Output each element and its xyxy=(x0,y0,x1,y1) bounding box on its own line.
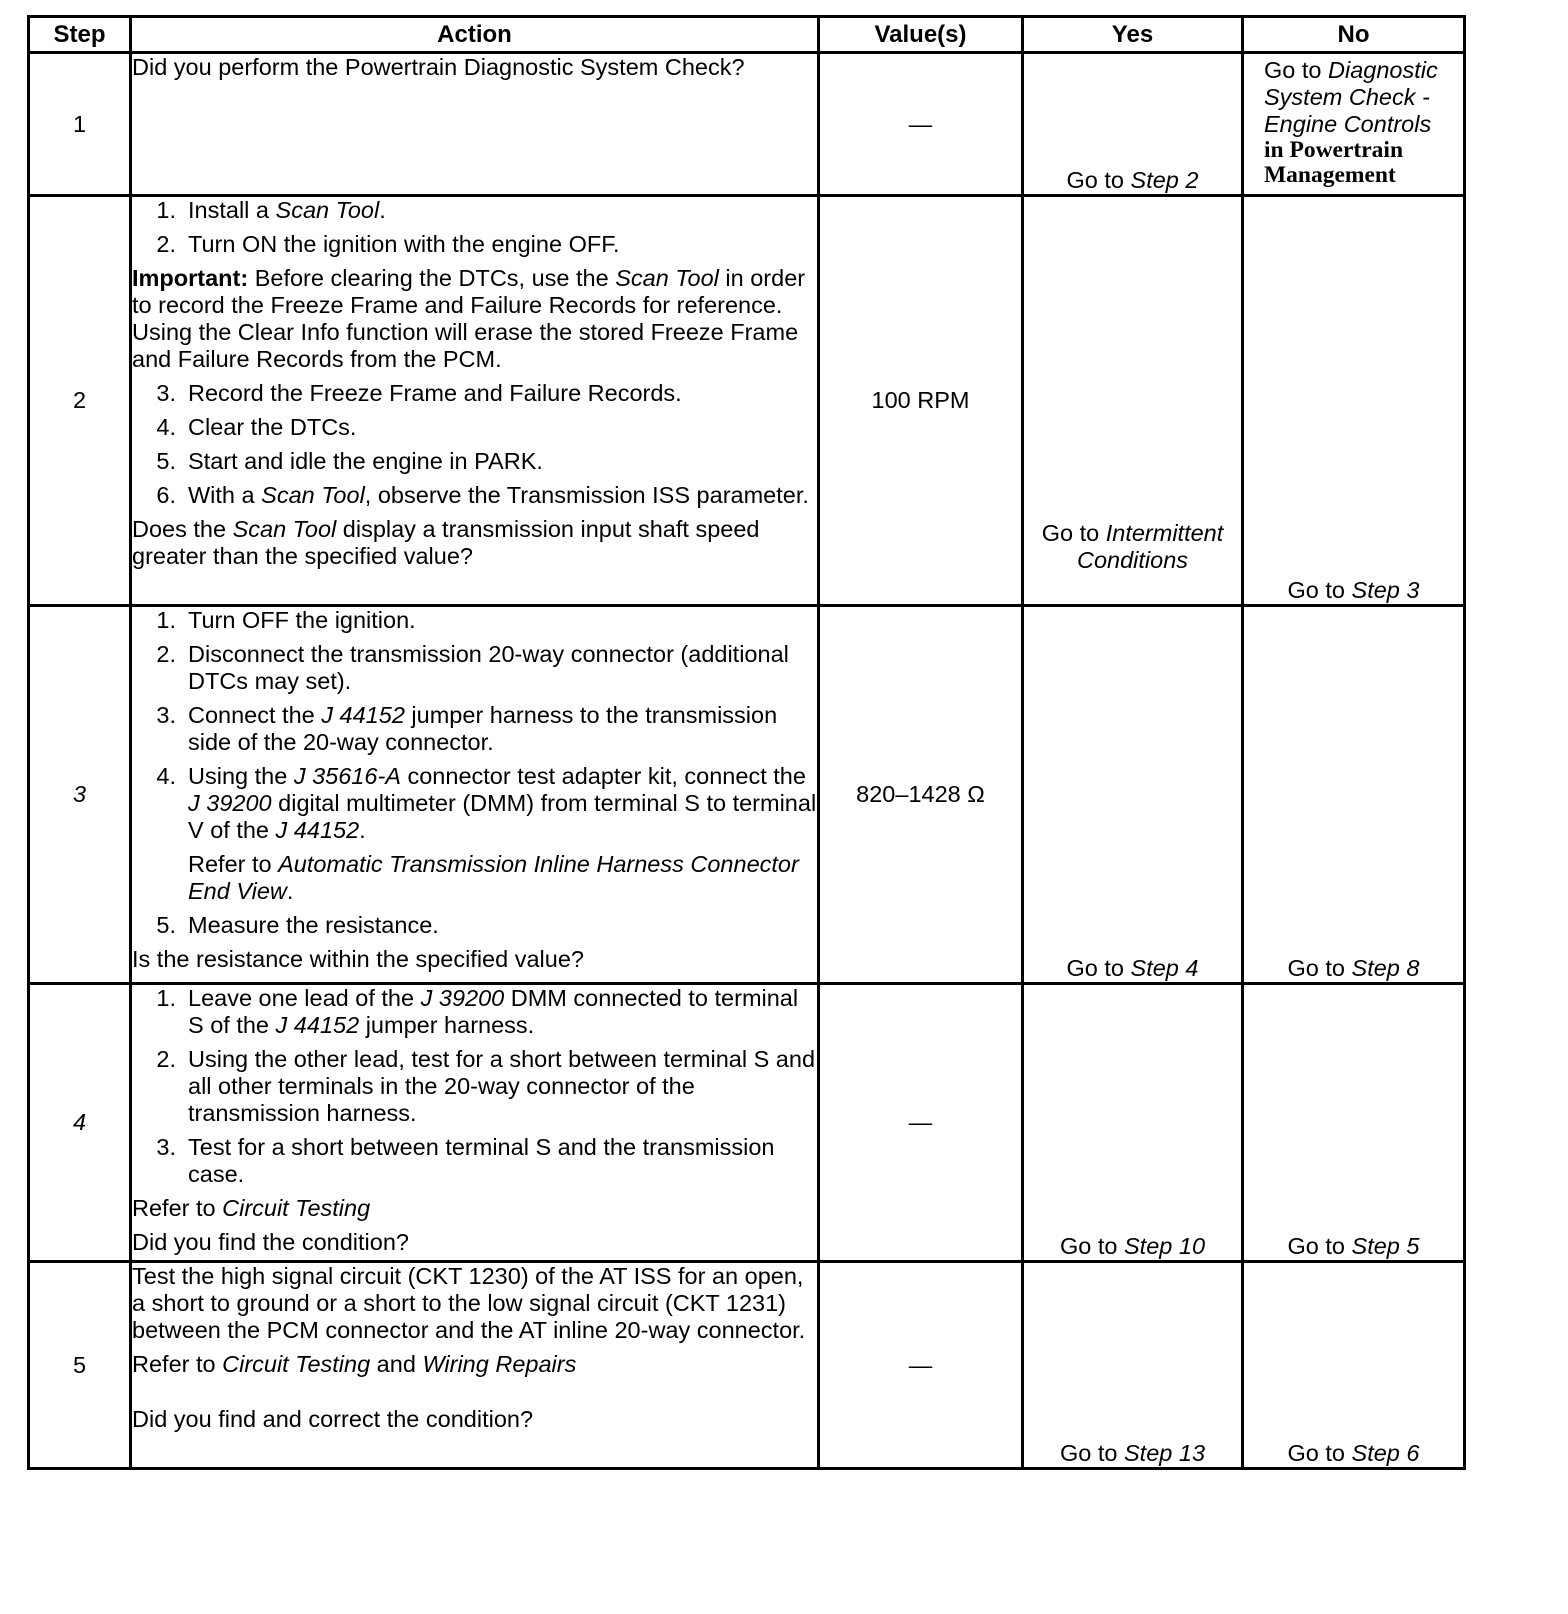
tool-name: Scan Tool xyxy=(261,482,365,508)
tool-name: Scan Tool xyxy=(615,265,719,291)
circuit-testing-link[interactable]: Circuit Testing xyxy=(222,1195,371,1221)
step-number: 1 xyxy=(29,53,131,196)
goto-text: Go to xyxy=(1066,955,1131,981)
reference-note xyxy=(132,1351,817,1378)
list-item xyxy=(132,985,817,1039)
list-item xyxy=(132,912,817,939)
table-row xyxy=(29,606,1465,984)
action-question: Is the resistance within the specified value? xyxy=(132,946,584,972)
item-number: 6. xyxy=(156,482,176,508)
item-text: Refer to xyxy=(188,851,279,877)
item-text: DMM connected to terminal S of the xyxy=(188,985,799,1038)
list-item xyxy=(132,607,817,634)
step-link[interactable]: Step 5 xyxy=(1351,1233,1420,1259)
step-number: 2 xyxy=(29,196,131,606)
header-values: Value(s) xyxy=(819,17,1023,53)
item-text: Clear the DTCs. xyxy=(188,414,357,440)
action-cell xyxy=(131,984,819,1262)
item-text: jumper harness to the transmission side of the 20-way connector. xyxy=(188,702,778,755)
action-question: Did you perform the Powertrain Diagnostic System Check? xyxy=(132,54,745,80)
step-link[interactable]: Step 6 xyxy=(1351,1440,1420,1466)
goto-text: Go to xyxy=(1287,955,1352,981)
action-cell xyxy=(131,1262,819,1469)
goto-text: Go to xyxy=(1059,1233,1124,1259)
circuit-testing-link[interactable]: Circuit Testing xyxy=(222,1351,371,1377)
item-text: Install a xyxy=(188,197,276,223)
table-row xyxy=(29,984,1465,1262)
value-cell: — xyxy=(819,984,1023,1262)
item-number: 4. xyxy=(156,763,176,789)
goto-text: Go to xyxy=(1066,167,1131,193)
value-cell: 820–1428 Ω xyxy=(819,606,1023,984)
action-steps xyxy=(132,197,817,258)
item-number: 3. xyxy=(156,1134,176,1160)
step-link[interactable]: Step 13 xyxy=(1124,1440,1206,1466)
item-text: Connect the xyxy=(188,702,322,728)
item-text: Disconnect the transmission 20-way connector (additional DTCs may set). xyxy=(188,641,789,694)
table-row xyxy=(29,196,1465,606)
tool-name: J 44152 xyxy=(275,817,360,843)
step-link[interactable]: Step 10 xyxy=(1124,1233,1206,1259)
no-cell xyxy=(1243,196,1465,606)
list-item xyxy=(132,482,817,509)
item-text: Turn ON the ignition with the engine OFF. xyxy=(188,231,620,257)
action-text: Test the high signal circuit (CKT 1230) of the AT ISS for an open, a short to ground or a short to the low signal circuit (CKT 1231) between the PCM connector and the AT inline 20-way connector. xyxy=(132,1263,806,1343)
goto-text: Go to xyxy=(1264,57,1329,83)
note-text: in order to record the Freeze Frame and Failure Records for reference. Using the Clear Info function will erase the stored Freeze Frame and Failure Records from the PCM. xyxy=(132,265,806,372)
tool-name: J 44152 xyxy=(321,702,405,728)
header-yes: Yes xyxy=(1023,17,1243,53)
item-text: Using the xyxy=(188,763,294,789)
list-item xyxy=(132,197,817,224)
item-text: Measure the resistance. xyxy=(188,912,439,938)
step-number: 4 xyxy=(29,984,131,1262)
connector-end-view-link[interactable]: Automatic Transmission Inline Harness Connector End View xyxy=(188,851,799,904)
action-cell xyxy=(131,53,819,196)
item-text: , observe the Transmission ISS parameter. xyxy=(364,482,809,508)
step-link[interactable]: Step 4 xyxy=(1130,955,1199,981)
value-cell: — xyxy=(819,53,1023,196)
item-number: 3. xyxy=(156,380,176,406)
item-text: Leave one lead of the xyxy=(188,985,421,1011)
item-text: Record the Freeze Frame and Failure Records. xyxy=(188,380,682,406)
reference-note xyxy=(188,851,817,905)
yes-cell xyxy=(1023,196,1243,606)
item-text: With a xyxy=(188,482,262,508)
item-text: jumper harness. xyxy=(359,1012,535,1038)
action-cell xyxy=(131,606,819,984)
yes-cell xyxy=(1023,53,1243,196)
item-number: 2. xyxy=(156,1046,176,1072)
header-action: Action xyxy=(131,17,819,53)
value-cell: — xyxy=(819,1262,1023,1469)
yes-cell xyxy=(1023,984,1243,1262)
item-number: 3. xyxy=(156,702,176,728)
item-text: Turn OFF the ignition. xyxy=(188,607,416,633)
no-cell xyxy=(1243,1262,1465,1469)
tool-name: J 44152 xyxy=(275,1012,360,1038)
header-no: No xyxy=(1243,17,1465,53)
item-text: and xyxy=(370,1351,423,1377)
goto-text: Go to xyxy=(1287,1440,1352,1466)
item-number: 1. xyxy=(156,197,176,223)
item-text: digital multimeter (DMM) from terminal S to terminal V of the xyxy=(188,790,817,843)
tool-name: Scan Tool xyxy=(275,197,380,223)
item-text: . xyxy=(379,197,386,223)
action-question xyxy=(132,516,817,570)
intermittent-conditions-link[interactable]: Intermittent Conditions xyxy=(1076,520,1224,573)
action-question: Did you find the condition? xyxy=(132,1229,409,1255)
action-question: Did you find and correct the condition? xyxy=(132,1406,534,1432)
item-text: . xyxy=(286,878,294,904)
no-cell xyxy=(1243,606,1465,984)
item-number: 5. xyxy=(156,448,176,474)
header-step: Step xyxy=(29,17,131,53)
list-item xyxy=(132,702,817,756)
goto-text: Go to xyxy=(1041,520,1106,546)
tool-name: J 35616-A xyxy=(293,763,401,789)
tool-name: J 39200 xyxy=(188,790,272,816)
diagnostic-table xyxy=(27,15,1466,1470)
item-number: 4. xyxy=(156,414,176,440)
header-row xyxy=(29,17,1465,53)
question-text: Does the xyxy=(132,516,233,542)
tool-name: Scan Tool xyxy=(232,516,337,542)
step-link[interactable]: Step 3 xyxy=(1351,577,1420,603)
diagnostic-system-check-link[interactable]: Diagnostic System Check - Engine Controls xyxy=(1264,57,1438,137)
value-cell: 100 RPM xyxy=(819,196,1023,606)
list-item xyxy=(132,763,817,905)
item-number: 1. xyxy=(156,607,176,633)
no-cell xyxy=(1243,53,1465,196)
step-number: 3 xyxy=(29,606,131,984)
list-item xyxy=(132,380,817,407)
item-number: 2. xyxy=(156,641,176,667)
item-text: Refer to xyxy=(132,1351,223,1377)
item-number: 1. xyxy=(156,985,176,1011)
item-text: Using the other lead, test for a short between terminal S and all other terminals in the 20-way connector of the transmission harness. xyxy=(188,1046,816,1126)
item-text: . xyxy=(359,817,366,843)
list-item xyxy=(132,231,817,258)
list-item xyxy=(132,1134,817,1188)
no-cell xyxy=(1243,984,1465,1262)
manual-section-text: in Powertrain Management xyxy=(1264,137,1404,188)
wiring-repairs-link[interactable]: Wiring Repairs xyxy=(422,1351,577,1377)
goto-text: Go to xyxy=(1059,1440,1124,1466)
action-cell xyxy=(131,196,819,606)
list-item xyxy=(132,414,817,441)
table-row xyxy=(29,1262,1465,1469)
item-text: connector test adapter kit, connect the xyxy=(400,763,806,789)
list-item xyxy=(132,448,817,475)
action-steps xyxy=(132,607,817,939)
yes-cell xyxy=(1023,606,1243,984)
table-row xyxy=(29,53,1465,196)
item-number: 5. xyxy=(156,912,176,938)
item-number: 2. xyxy=(156,231,176,257)
note-text: Before clearing the DTCs, use the xyxy=(248,265,616,291)
important-label: Important: xyxy=(132,265,249,291)
yes-cell xyxy=(1023,1262,1243,1469)
reference-note xyxy=(132,1195,817,1222)
goto-text: Go to xyxy=(1287,1233,1352,1259)
list-item xyxy=(132,641,817,695)
tool-name: J 39200 xyxy=(420,985,505,1011)
step-link[interactable]: Step 8 xyxy=(1351,955,1420,981)
item-text: Refer to xyxy=(132,1195,223,1221)
action-steps xyxy=(132,380,817,509)
action-steps xyxy=(132,985,817,1188)
item-text: Test for a short between terminal S and the transmission case. xyxy=(188,1134,775,1187)
important-note xyxy=(132,265,817,373)
list-item xyxy=(132,1046,817,1127)
goto-text: Go to xyxy=(1287,577,1352,603)
question-text: display a transmission input shaft speed greater than the specified value? xyxy=(132,516,760,569)
step-number: 5 xyxy=(29,1262,131,1469)
item-text: Start and idle the engine in PARK. xyxy=(188,448,543,474)
step-link[interactable]: Step 2 xyxy=(1130,167,1199,193)
